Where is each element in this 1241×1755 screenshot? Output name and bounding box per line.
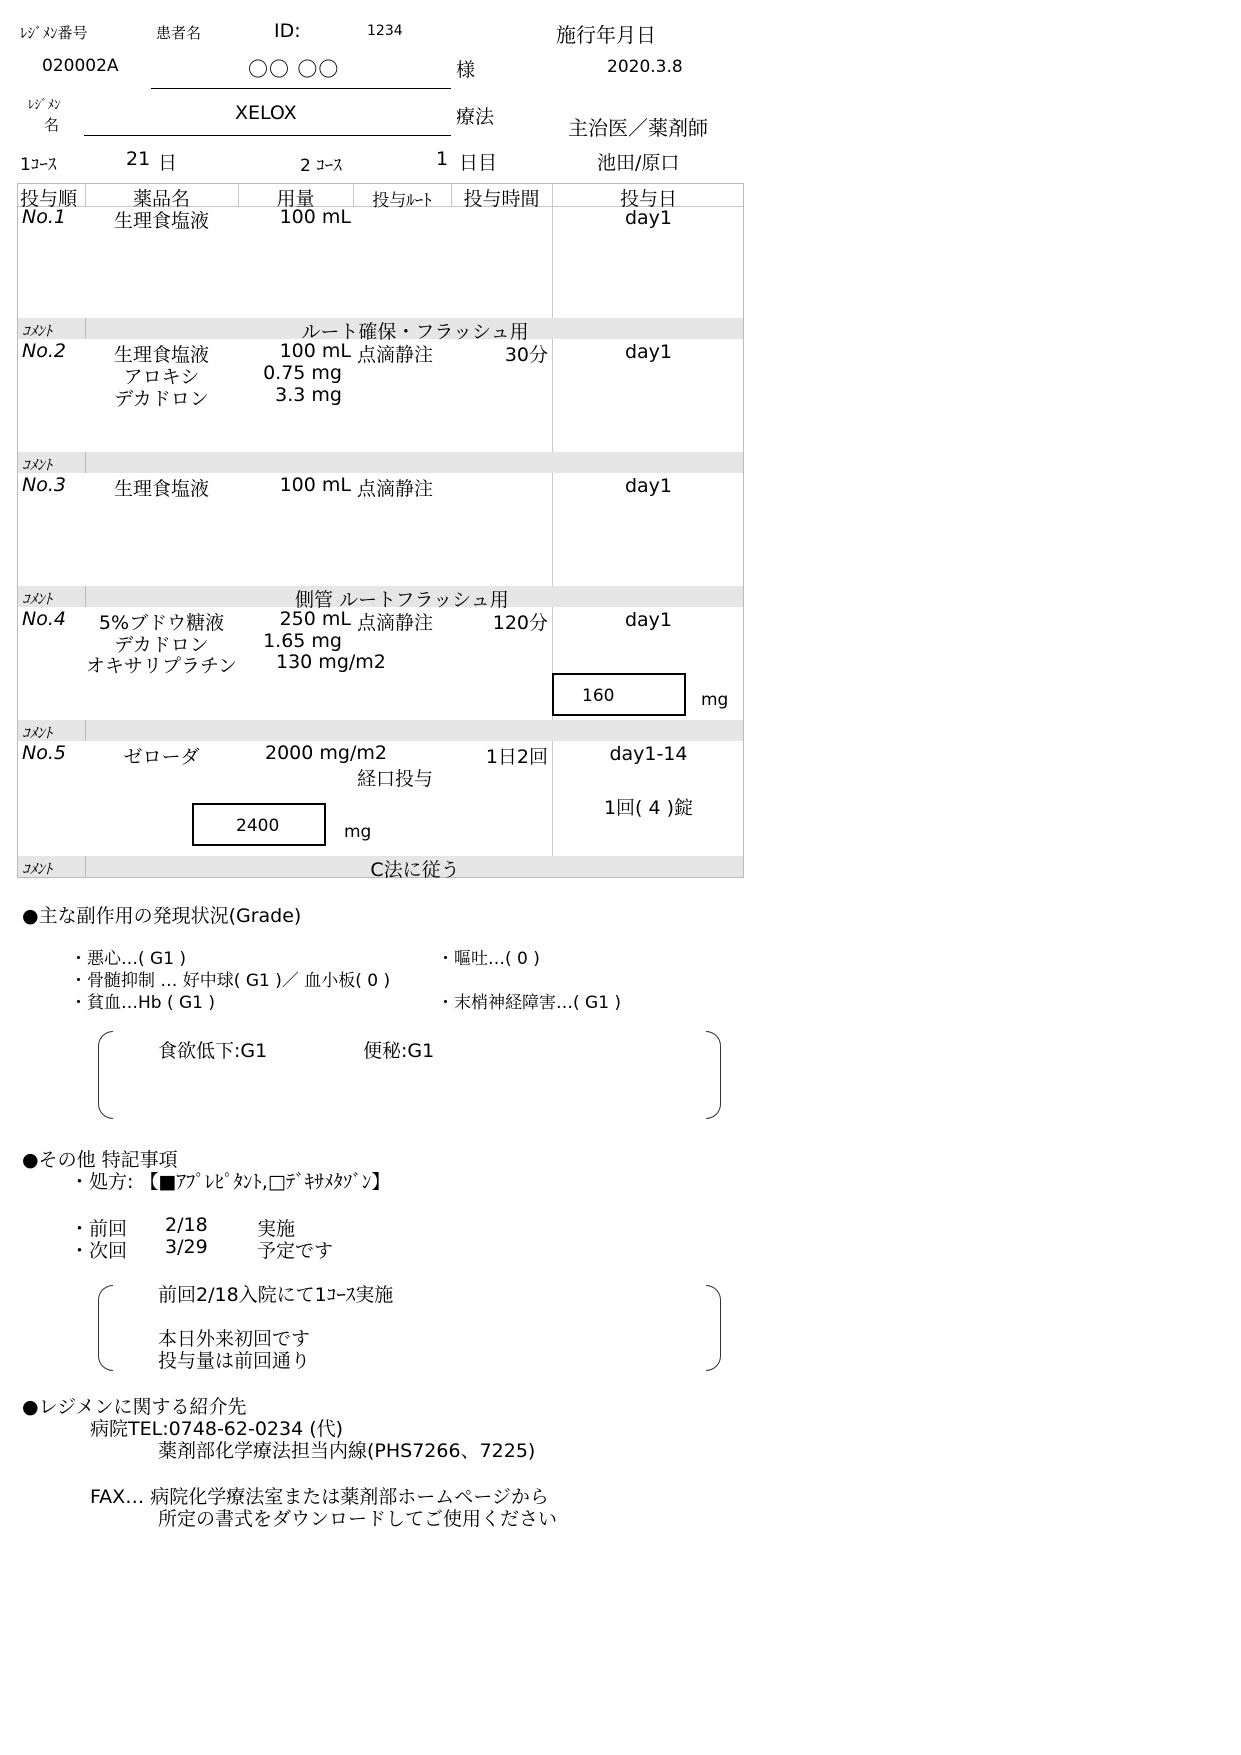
drug-dose: 0.75 mg <box>263 362 342 384</box>
regimen-no-label: ﾚｼﾞﾒﾝ番号 <box>20 24 88 42</box>
header-day: 投与日 <box>619 188 677 210</box>
dose-box-unit: mg <box>344 822 372 842</box>
contact-title: ●レジメンに関する紹介先 <box>22 1396 247 1418</box>
row-no: No.2 <box>22 340 66 362</box>
other-note: 本日外来初回です <box>158 1328 311 1350</box>
drug-dose: 1.65 mg <box>263 630 342 652</box>
prescription-line: ・処方: 【■ｱﾌﾟﾚﾋﾟﾀﾝﾄ,□ﾃﾞｷｻﾒﾀｿﾞﾝ】 <box>70 1171 391 1193</box>
comment-text: 側管 ルートフラッシュ用 <box>295 589 509 611</box>
comment-text: C法に従う <box>370 859 460 881</box>
next-status: 予定です <box>257 1240 334 1262</box>
regimen-name-underline <box>84 135 451 136</box>
drug-dose: 2000 mg/m2 <box>265 742 387 764</box>
date-label: 施行年月日 <box>556 23 656 47</box>
comment-row <box>18 856 743 881</box>
patient-name: 〇〇 〇〇 <box>248 57 340 81</box>
comment-label: ｺﾒﾝﾄ <box>22 590 53 608</box>
drug-dose: 130 mg/m2 <box>276 651 386 673</box>
admin-day: day1 <box>624 207 673 229</box>
row-no: No.1 <box>22 206 66 228</box>
id-value: 1234 <box>367 23 403 39</box>
fax-line-1: FAX… 病院化学療法室または薬剤部ホームページから <box>90 1486 549 1508</box>
drug-name: ゼローダ <box>123 746 200 768</box>
admin-time: 120分 <box>492 612 548 634</box>
side-effect-note: 食欲低下:G1 <box>158 1040 268 1062</box>
drug-dose: 100 mL <box>279 340 351 362</box>
date-value: 2020.3.8 <box>607 57 683 77</box>
sama-label: 様 <box>456 59 476 81</box>
course-label: 1ｺｰｽ <box>20 155 57 175</box>
comment-row <box>18 720 743 741</box>
comment-label: ｺﾒﾝﾄ <box>22 724 53 742</box>
header-order: 投与順 <box>20 188 78 210</box>
side-effect-myelosuppression: ・骨髄抑制 … 好中球( G1 )／ 血小板( 0 ) <box>70 971 391 991</box>
previous-date: 2/18 <box>165 1214 208 1236</box>
notes-bracket-left <box>98 1285 113 1371</box>
other-notes-title: ●その他 特記事項 <box>22 1149 178 1171</box>
row-no: No.5 <box>22 742 66 764</box>
drug-dose: 250 mL <box>279 608 351 630</box>
side-effect-nausea: ・悪心…( G1 ) <box>70 949 187 969</box>
admin-route: 点滴静注 <box>357 478 434 500</box>
comment-row <box>18 586 743 611</box>
header-time: 投与時間 <box>463 188 540 210</box>
drug-name: 生理食塩液 <box>113 478 209 500</box>
patient-name-underline <box>151 88 451 89</box>
header-route: 投与ﾙｰﾄ <box>372 191 432 211</box>
previous-label: ・前回 <box>70 1218 128 1240</box>
day-unit: 日 <box>158 152 178 174</box>
dose-box-value: 160 <box>582 686 615 706</box>
drug-dose: 100 mL <box>279 206 351 228</box>
day-of-label: 日目 <box>459 152 498 174</box>
row-no: No.4 <box>22 608 66 630</box>
comment-label: ｺﾒﾝﾄ <box>22 860 53 878</box>
course-days: 21 <box>126 148 151 170</box>
admin-route: 経口投与 <box>357 768 434 790</box>
drug-dose: 3.3 mg <box>275 384 342 406</box>
regimen-name-label-2: 名 <box>44 116 60 134</box>
drug-name: 5%ブドウ糖液 <box>98 612 225 634</box>
drug-name: デカドロン <box>114 634 209 656</box>
drug-name: 生理食塩液 <box>113 210 209 232</box>
course-no: 2 ｺｰｽ <box>300 156 342 176</box>
tablet-count: 1回( 4 )錠 <box>603 797 694 819</box>
regimen-no: 020002A <box>42 56 119 76</box>
comment-label: ｺﾒﾝﾄ <box>22 322 53 340</box>
drug-name: アロキシ <box>123 366 200 388</box>
side-effect-note: 便秘:G1 <box>363 1040 435 1062</box>
admin-route: 点滴静注 <box>357 612 434 634</box>
admin-time: 1日2回 <box>485 746 548 768</box>
fax-line-2: 所定の書式をダウンロードしてご使用ください <box>158 1508 558 1530</box>
side-effect-neuropathy: ・末梢神経障害…( G1 ) <box>437 993 622 1013</box>
patient-name-label: 患者名 <box>156 24 202 42</box>
id-label: ID: <box>274 20 301 42</box>
regimen-name-label-1: ﾚｼﾞﾒﾝ <box>28 98 61 113</box>
therapy-label: 療法 <box>456 106 495 128</box>
comment-row <box>18 318 743 343</box>
regimen-name: XELOX <box>235 102 297 124</box>
comment-text: ルート確保・フラッシュ用 <box>301 321 529 343</box>
pharmacy-extension: 薬剤部化学療法担当内線(PHS7266、7225) <box>158 1440 536 1462</box>
admin-day: day1 <box>624 475 673 497</box>
notes-bracket-left <box>98 1031 113 1119</box>
other-note: 前回2/18入院にて1ｺｰｽ実施 <box>158 1284 394 1306</box>
next-label: ・次回 <box>70 1240 128 1262</box>
drug-name: 生理食塩液 <box>113 344 209 366</box>
dose-box-value: 2400 <box>236 816 280 836</box>
other-note: 投与量は前回通り <box>158 1350 311 1372</box>
hospital-tel: 病院TEL:0748-62-0234 (代) <box>90 1418 344 1440</box>
drug-dose: 100 mL <box>279 474 351 496</box>
admin-day: day1 <box>624 609 673 631</box>
notes-bracket-right <box>706 1031 721 1119</box>
header-drug: 薬品名 <box>132 188 190 210</box>
previous-status: 実施 <box>257 1218 296 1240</box>
drug-name: オキサリプラチン <box>85 655 238 677</box>
admin-route: 点滴静注 <box>357 344 434 366</box>
day-no: 1 <box>436 148 449 170</box>
comment-row <box>18 452 743 473</box>
administration-table <box>17 183 744 881</box>
row-no: No.3 <box>22 474 66 496</box>
dose-box-unit: mg <box>701 690 729 710</box>
side-effects-title: ●主な副作用の発現状況(Grade) <box>22 905 302 927</box>
side-effect-vomiting: ・嘔吐…( 0 ) <box>437 949 540 969</box>
drug-name: デカドロン <box>114 388 209 410</box>
doctor-value: 池田/原口 <box>597 152 680 174</box>
notes-bracket-right <box>706 1285 721 1371</box>
header-dose: 用量 <box>276 188 315 210</box>
admin-time: 30分 <box>504 344 548 366</box>
admin-day: day1-14 <box>609 743 688 765</box>
dose-box <box>192 803 326 846</box>
admin-day: day1 <box>624 341 673 363</box>
next-date: 3/29 <box>165 1236 208 1258</box>
dose-box <box>552 673 686 716</box>
comment-label: ｺﾒﾝﾄ <box>22 456 53 474</box>
doctor-label: 主治医／薬剤師 <box>568 116 708 140</box>
side-effect-anemia: ・貧血…Hb ( G1 ) <box>70 993 216 1013</box>
